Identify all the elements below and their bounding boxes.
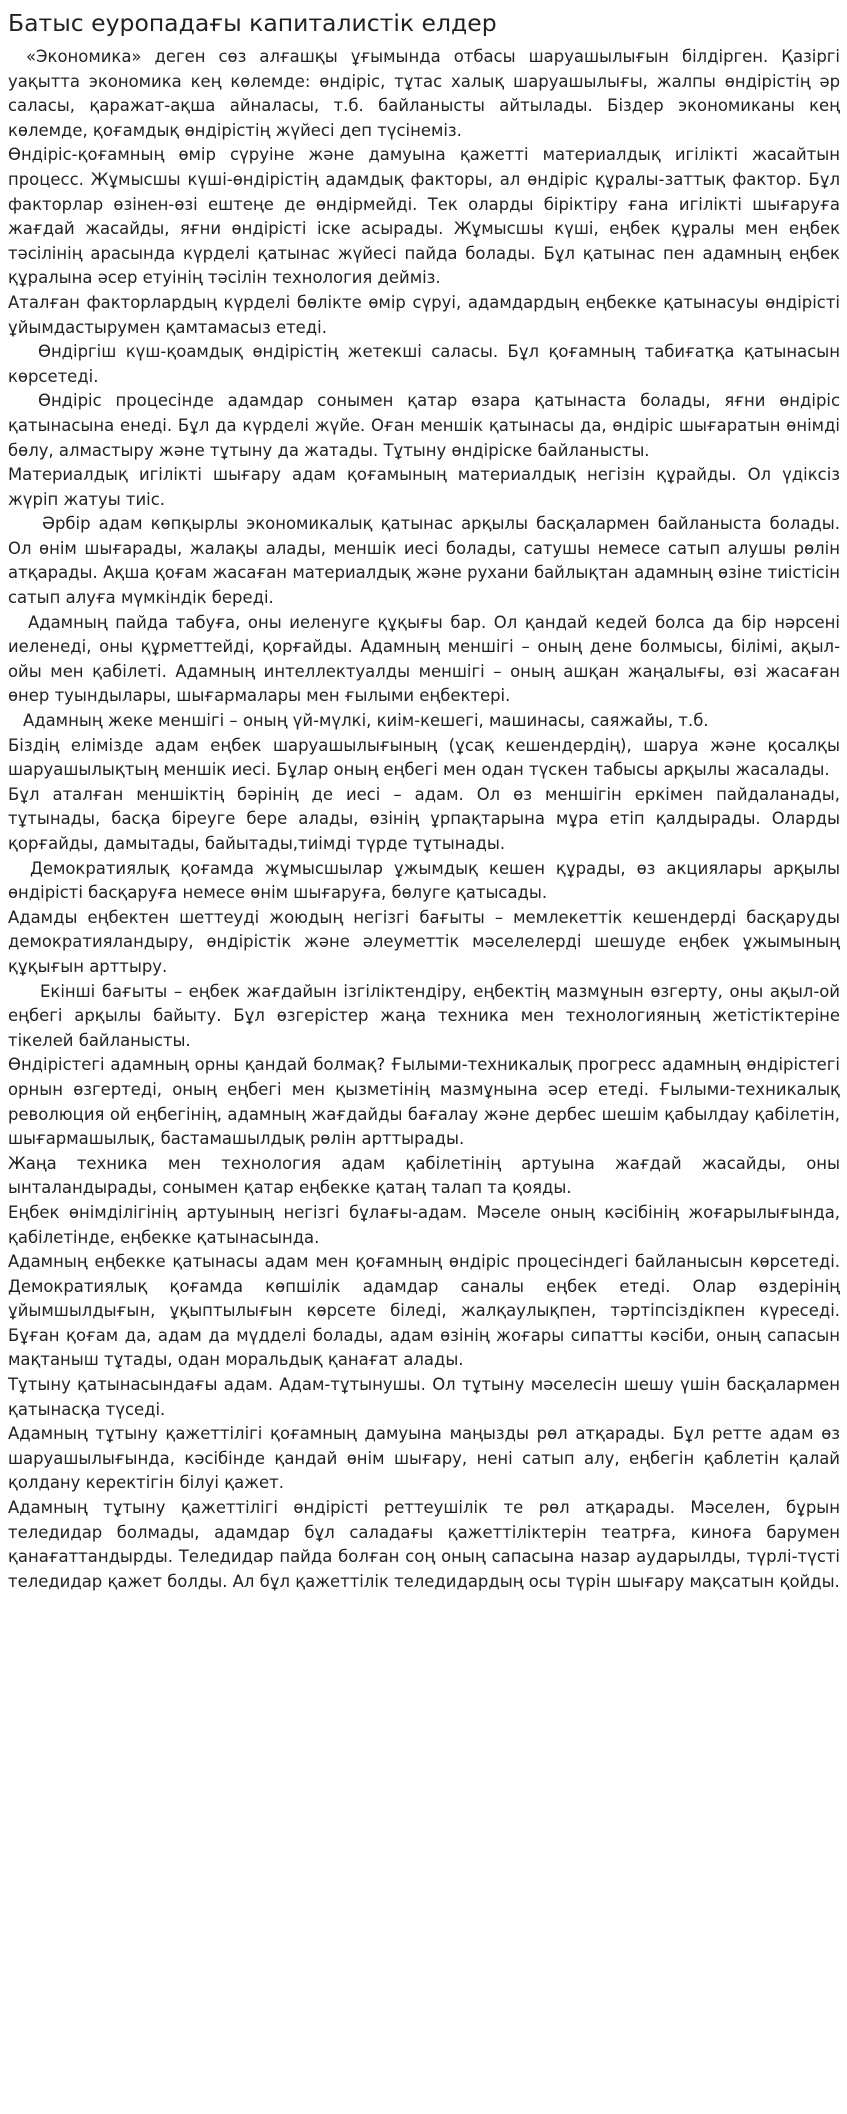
paragraph: Өндіріс процесінде адамдар сонымен қатар өзара қатынаста болады, яғни өндіріс қатынасына енеді. Бұл да күрделі жүйе. Оған меншік қатынасы да, өндіріс шығаратын өнімді бөлу, алмастыру және тұтыну да жатады. Тұтыну өндіріске байланысты. <box>8 391 840 460</box>
paragraph: Адамның тұтыну қажеттілігі өндірісті реттеушілік те рөл атқарады. Мәселен, бұрын теледидар болмады, адамдар бұл саладағы қажеттіліктерін театрға, киноға барумен қанағаттандырды. Теледидар пайда болған соң оның сапасына назар аударылды, түрлі-түсті теледидар қажет болды. Ал бұл қажеттілік теледидардың осы түрін шығару мақсатын қойды. <box>8 1498 840 1591</box>
paragraph: Адамның жеке меншігі – оның үй-мүлкі, киім-кешегі, машинасы, саяжайы, т.б. <box>23 711 709 731</box>
paragraph: Әрбір адам көпқырлы экономикалық қатынас арқылы басқалармен байланыста болады. Ол өнім шығарады, жалақы алады, меншік иесі болады, сатушы немесе сатып алушы рөлін атқарады. Ақша қоғам жасаған материалдық және рухани байлықтан адамның өзіне тиістісін сатып алуға мүмкіндік береді. <box>8 514 840 608</box>
paragraph: Өндірістегі адамның орны қандай болмақ? Ғылыми-техникалық прогресс адамның өндірістегі орнын өзгертеді, оның еңбегі мен қызметінің мазмұнына әсер етеді. Ғылыми-техникалық революция ой еңбегінің, адамның жағдайды бағалау және дербес шешім қабылдау қабілетін, шығармашылық, бастамашылдық рөлін арттырады. <box>8 1055 840 1149</box>
paragraph: Өндіріс-қоғамның өмір сүруіне және дамуына қажетті материалдық игілікті жасайтын процесс. Жұмысшы күші-өндірістің адамдық факторы, ал өндіріс құралы-заттық фактор. Бұл факторлар өзінен-өзі ештеңе де өндірмейді. Тек оларды біріктіру ғана игілікті шығаруға жағдай жасайды, яғни өндірісті іске асырады. Жұмысшы күші, еңбек құралы мен еңбек тәсілінің арасында күрделі қатынас жүйесі пайда болады. Бұл қатынас пен адамның еңбек құралына әсер етуінің тәсілін технология дейміз. <box>8 145 840 288</box>
paragraph: Адамның пайда табуға, оны иеленуге құқығы бар. Ол қандай кедей болса да бір нәрсені иеленеді, оны құрметтейді, қорғайды. Адамның меншігі – оның дене болмысы, білімі, ақыл-ойы мен қабілеті. Адамның интеллектуалды меншігі – оның ашқан жаңалығы, өзі жасаған өнер туындылары, шығармалары мен ғылыми еңбектері. <box>8 612 840 706</box>
paragraph: «Экономика» деген сөз алғашқы ұғымында отбасы шаруашылығын білдірген. Қазіргі уақытта экономика кең көлемде: өндіріс, тұтас халық шаруашылығы, жалпы өндірістің әр саласы, қаражат-ақша айналасы, т.б. байланысты айтылады. Біздер экономиканы кең көлемде, қоғамдық өндірістің жүйесі деп түсінеміз. <box>8 47 840 140</box>
paragraph: Біздің елімізде адам еңбек шаруашылығының (ұсақ кешендердің), шаруа және қосалқы шаруашылықтың меншік иесі. Бұлар оның еңбегі мен одан түскен табысы арқылы жасалады. <box>8 735 840 780</box>
paragraph: Адамның еңбекке қатынасы адам мен қоғамның өндіріс процесіндегі байланысын көрсетеді. Демократиялық қоғамда көпшілік адамдар саналы еңбек етеді. Олар өздерінің ұйымшылдығын, ұқыптылығын көрсете біледі, жалқаулықпен, тәртіпсіздікпен күреседі. Бұған қоғам да, адам да мүдделі болады, адам өзінің жоғары сипатты кәсіби, оның сапасын мақтаныш тұтады, одан моральдық қанағат алады. <box>8 1252 840 1370</box>
paragraph: Тұтыну қатынасындағы адам. Адам-тұтынушы. Ол тұтыну мәселесін шешу үшін басқалармен қатынасқа түседі. <box>8 1375 840 1419</box>
paragraph: Екінші бағыты – еңбек жағдайын ізгіліктендіру, еңбектің мазмұнын өзгерту, оны ақыл-ой еңбегі арқылы байыту. Бұл өзгерістер жаңа техника мен технологияның жетістіктеріне тікелей байланысты. <box>8 981 840 1050</box>
paragraph: Материалдық игілікті шығару адам қоғамының материалдық негізін құрайды. Ол үдіксіз жүріп жатуы тиіс. <box>8 465 840 509</box>
document-body <box>8 45 840 1594</box>
paragraph: Аталған факторлардың күрделі бөлікте өмір сүруі, адамдардың еңбекке қатынасуы өндірісті ұйымдастырумен қамтамасыз етеді. <box>8 292 840 337</box>
paragraph: Адамды еңбектен шеттеуді жоюдың негізгі бағыты – мемлекеттік кешендерді басқаруды демократияландыру, өндірістік және әлеуметтік мәселелерді шешуде еңбек ұжымының құқығын арттыру. <box>8 907 840 976</box>
paragraph: Адамның тұтыну қажеттілігі қоғамның дамуына маңызды рөл атқарады. Бұл ретте адам өз шаруашылығында, кәсібінде қандай өнім шығару, нені сатып алу, еңбегін қаблетін қалай қолдану керектігін білуі қажет. <box>8 1424 840 1493</box>
paragraph: Демократиялық қоғамда жұмысшылар ұжымдық кешен құрады, өз акциялары арқылы өндірісті басқаруға немесе өнім шығаруға, бөлуге қатысады. <box>8 858 840 903</box>
paragraph: Жаңа техника мен технология адам қабілетінің артуына жағдай жасайды, оны ынталандырады, сонымен қатар еңбекке қатаң талап та қояды. <box>8 1153 840 1198</box>
paragraph: Бұл аталған меншіктің бәрінің де иесі – адам. Ол өз меншігін еркімен пайдаланады, тұтынады, басқа біреуге бере алады, өзінің ұрпақтарына мұра етіп қалдырады. Оларды қорғайды, дамытады, байытады,тиімді түрде тұтынады. <box>8 784 840 853</box>
document-title: Батыс еуропадағы капиталистік елдер <box>8 9 497 37</box>
paragraph: Өндіргіш күш-қоамдық өндірістің жетекші саласы. Бұл қоғамның табиғатқа қатынасын көрсетеді. <box>8 342 840 386</box>
document-page <box>8 8 840 1594</box>
paragraph: Еңбек өнімділігінің артуының негізгі бұлағы-адам. Мәселе оның кәсібінің жоғарылығында, қабілетінде, еңбекке қатынасында. <box>8 1202 840 1247</box>
